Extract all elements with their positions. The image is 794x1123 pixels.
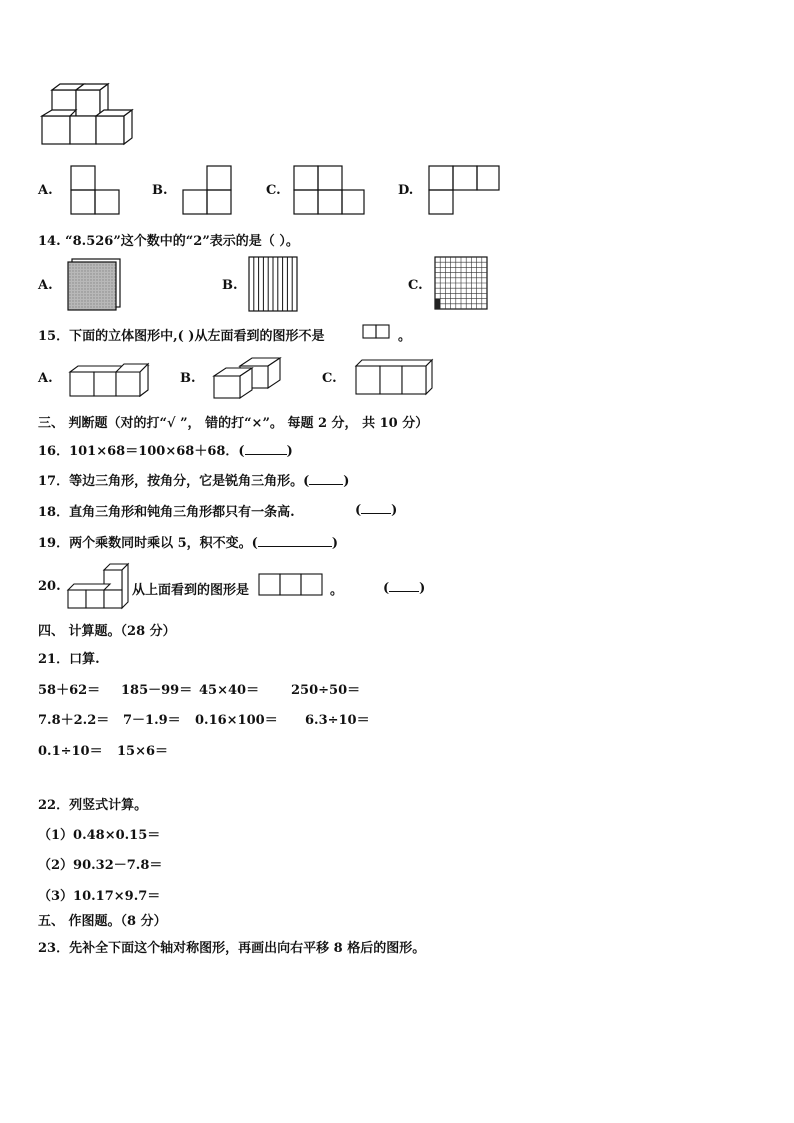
q21-r1c1: 58＋62＝: [38, 683, 101, 698]
q21-r1c2: 185－99＝: [121, 683, 193, 698]
q19-paren-close: ): [331, 536, 338, 551]
q20-answer-blank[interactable]: [389, 579, 419, 592]
q15-option-b-label: B.: [180, 371, 196, 386]
q21-r2c4: 6.3÷10＝: [305, 713, 370, 728]
q14-stem: 14. “8.526”这个数中的“2”表示的是（ ）。: [38, 234, 299, 249]
q20-text-end: 。: [330, 583, 344, 598]
q15-stem-two-squares: [362, 324, 392, 340]
q14-option-b-striped-square: [248, 256, 300, 312]
q13-option-c-shape: [293, 165, 365, 215]
q14-option-b-label: B.: [222, 278, 238, 293]
q21-r2c1: 7.8＋2.2＝: [38, 713, 110, 728]
q14-option-a-label: A.: [38, 278, 53, 293]
q13-option-c-label: C.: [266, 183, 281, 198]
section3-heading: 三、 判断题（对的打“√ ”， 错的打“×”。 每题 2 分， 共 10 分）: [38, 416, 429, 431]
q20-paren-open: (: [383, 581, 390, 596]
q17: [38, 470, 349, 489]
q19-paren-open: (: [251, 536, 258, 551]
q14-option-a-shaded-square: [66, 258, 122, 312]
q19: [38, 532, 338, 551]
q17-paren-open: (: [303, 474, 310, 489]
q18-answer: [355, 501, 397, 518]
q13-option-d-label: D.: [398, 183, 414, 198]
q18-paren-close: ): [391, 503, 398, 518]
q16-answer-blank[interactable]: [245, 442, 287, 455]
q20-top-view-squares: [258, 573, 324, 597]
q14-option-c-label: C.: [408, 278, 423, 293]
q15-option-b-shape: [212, 356, 284, 402]
q22-item-3: （3）10.17×9.7＝: [38, 889, 161, 904]
q13-option-b-label: B.: [152, 183, 168, 198]
q18-text: 18．直角三角形和钝角三角形都只有一条高.: [38, 505, 295, 520]
q15-stem: 15．下面的立体图形中,( )从左面看到的图形不是: [38, 329, 325, 344]
q20-cube-figure: [66, 562, 130, 610]
q18: [38, 501, 295, 520]
q16-paren-close: ): [286, 444, 293, 459]
q21-r1c4: 250÷50＝: [291, 683, 361, 698]
q15-option-c-label: C.: [322, 371, 337, 386]
q21-r3c1: 0.1÷10＝: [38, 744, 103, 759]
q14-option-c-grid-square: [434, 256, 488, 310]
q22-title: 22．列竖式计算。: [38, 798, 148, 813]
q16-text: 16．101×68＝100×68＋68．: [38, 444, 239, 459]
q13-option-a-label: A.: [38, 183, 53, 198]
q19-answer-blank[interactable]: [258, 534, 332, 547]
q21-r3c2: 15×6＝: [117, 744, 169, 759]
q13-option-a-shape: [70, 165, 120, 215]
q17-text: 17．等边三角形，按角分，它是锐角三角形。: [38, 474, 304, 489]
q20-answer: [383, 579, 425, 596]
q16-paren-open: (: [238, 444, 245, 459]
q17-paren-close: ): [343, 474, 350, 489]
q15-stem-end: 。: [398, 329, 412, 344]
q15-option-a-label: A.: [38, 371, 53, 386]
q21-r2c2: 7－1.9＝: [123, 713, 181, 728]
q19-text: 19．两个乘数同时乘以 5，积不变。: [38, 536, 252, 551]
q20-text: 从上面看到的图形是: [132, 583, 250, 598]
section4-heading: 四、 计算题。（28 分）: [38, 624, 176, 639]
q21-r1c3: 45×40＝: [199, 683, 260, 698]
q20-paren-close: ): [419, 581, 426, 596]
q15-option-c-shape: [354, 358, 434, 398]
q18-answer-blank[interactable]: [361, 501, 391, 514]
q22-item-2: （2）90.32－7.8＝: [38, 858, 163, 873]
q16: [38, 440, 293, 459]
q15-option-a-shape: [68, 360, 150, 400]
q21-title: 21．口算.: [38, 652, 100, 667]
q21-r2c3: 0.16×100＝: [195, 713, 278, 728]
q22-item-1: （1）0.48×0.15＝: [38, 828, 161, 843]
q13-option-d-shape: [428, 165, 500, 215]
q20-number: 20.: [38, 579, 61, 594]
q13-cube-figure: [40, 82, 132, 148]
q13-option-b-shape: [182, 165, 232, 215]
q18-paren-open: (: [355, 503, 362, 518]
q17-answer-blank[interactable]: [309, 472, 343, 485]
q23-text: 23．先补全下面这个轴对称图形，再画出向右平移 8 格后的图形。: [38, 941, 426, 956]
section5-heading: 五、 作图题。（8 分）: [38, 914, 167, 929]
